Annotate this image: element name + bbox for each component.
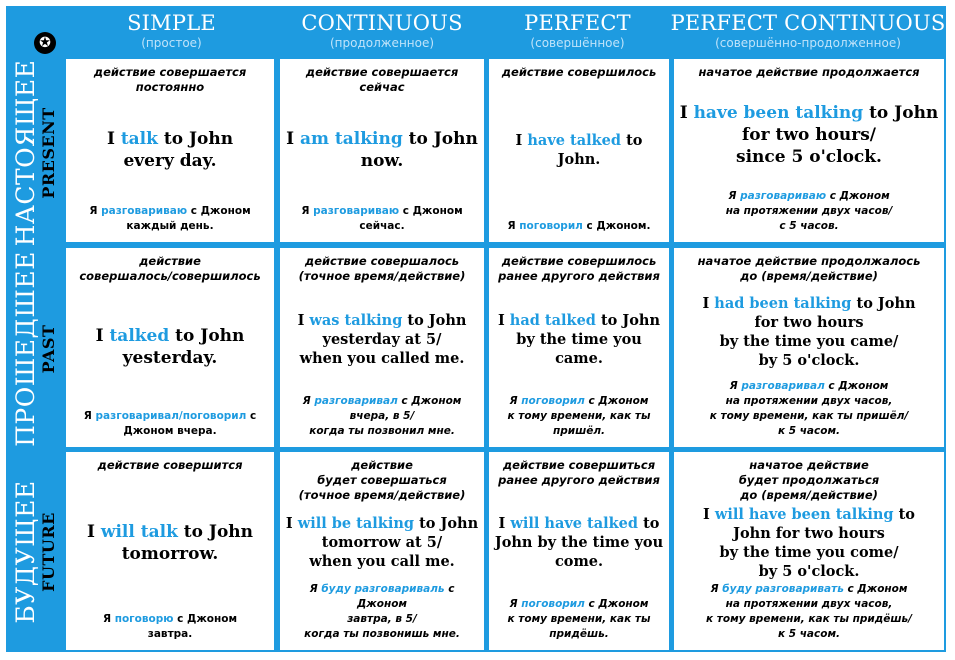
row-title: БУДУЩЕЕ — [11, 479, 40, 624]
text-fragment: by 5 o'clock. — [758, 351, 860, 369]
text-fragment: when you called me. — [299, 349, 465, 367]
sentence-line — [284, 150, 480, 172]
sentence-line — [678, 294, 940, 313]
translation-line — [284, 219, 480, 234]
russian-translation — [678, 189, 940, 234]
translation-line — [678, 379, 940, 394]
text-fragment: к 5 часом. — [777, 628, 841, 640]
text-fragment: tomorrow at 5/ — [321, 534, 443, 551]
russian-translation — [70, 612, 270, 642]
translation-line — [493, 424, 665, 439]
translation-line — [678, 204, 940, 219]
column-header-continuous — [279, 6, 485, 58]
sentence-line — [493, 533, 665, 552]
text-fragment: by 5 o'clock. — [758, 563, 860, 580]
description-line: действие совершалось — [304, 254, 460, 268]
cell-future-continuous — [280, 452, 484, 650]
text-fragment: to John. — [557, 131, 643, 168]
description-line: совершалось/совершилось — [79, 269, 261, 283]
translation-line — [284, 409, 480, 424]
sentence-line — [493, 131, 665, 169]
cell-future-perfect — [489, 452, 669, 650]
description-line: начатое действие продолжалось — [697, 254, 921, 268]
tense-form: talked — [109, 325, 170, 346]
text-fragment: с Джоном — [826, 190, 890, 202]
description-line: действие совершается — [93, 65, 247, 79]
tense-description — [284, 458, 480, 503]
text-fragment: to John — [863, 102, 939, 123]
text-fragment: каждый день. — [126, 220, 214, 232]
translation-line — [284, 627, 480, 642]
sentence-line — [70, 347, 270, 369]
sentence-line — [70, 543, 270, 565]
column-header-perfect — [485, 6, 670, 58]
tense-form: have talked — [527, 131, 622, 149]
column-header-simple — [64, 6, 279, 58]
tense-form: had talked — [509, 311, 596, 329]
text-fragment: for two hours — [754, 313, 864, 331]
tense-form: поговорю — [114, 613, 174, 625]
translation-line — [493, 627, 665, 642]
translation-line — [284, 612, 480, 627]
text-fragment: to John — [157, 128, 234, 149]
text-fragment: Я — [102, 613, 115, 625]
text-fragment: Я — [83, 410, 96, 422]
sentence-line — [284, 533, 480, 552]
text-fragment: к тому времени, как ты пришёл/ — [709, 410, 909, 422]
sentence-line — [70, 325, 270, 347]
description-line: будет продолжаться — [738, 473, 880, 487]
tense-form: поговорил — [521, 395, 585, 407]
example-sentence — [284, 311, 480, 368]
example-sentence — [70, 128, 270, 172]
translation-line — [678, 189, 940, 204]
column-title: PERFECT CONTINUOUS — [670, 11, 946, 35]
translation-line — [70, 612, 270, 627]
text-fragment: I — [297, 311, 310, 329]
example-sentence — [678, 102, 940, 168]
text-fragment: с 5 часов. — [779, 220, 839, 232]
tense-form: разговариваю — [101, 205, 188, 217]
text-fragment: Я — [302, 395, 315, 407]
text-fragment: I — [95, 325, 110, 346]
translation-line — [678, 612, 940, 627]
description-line: начатое действие — [749, 458, 869, 472]
cell-future-simple — [66, 452, 274, 650]
column-subtitle: (простое) — [141, 36, 202, 50]
tense-description — [284, 254, 480, 284]
tense-description — [493, 65, 665, 80]
description-line: действие совершается — [305, 65, 459, 79]
description-line: действие совершиться — [502, 458, 656, 472]
tense-description — [70, 254, 270, 284]
translation-line — [678, 424, 940, 439]
text-fragment: tomorrow. — [121, 543, 219, 564]
tense-form: разговаривал — [741, 380, 825, 392]
tense-form: am talking — [300, 128, 403, 149]
text-fragment: к тому времени, как ты — [507, 410, 651, 422]
text-fragment: I — [515, 131, 528, 149]
text-fragment: с Джоном — [399, 205, 463, 217]
translation-line — [284, 582, 480, 612]
example-sentence — [284, 514, 480, 571]
text-fragment: for two hours/ — [741, 124, 877, 145]
example-sentence — [493, 131, 665, 169]
text-fragment: I — [106, 128, 121, 149]
text-fragment: Я — [89, 205, 102, 217]
text-fragment: с Джоном — [843, 583, 908, 595]
row-header-past — [6, 247, 64, 451]
text-fragment: к 5 часом. — [777, 425, 841, 437]
sentence-line — [493, 330, 665, 368]
translation-line — [70, 627, 270, 642]
sentence-line — [70, 150, 270, 172]
text-fragment: завтра, в 5/ — [347, 613, 417, 625]
example-sentence — [493, 514, 665, 571]
text-fragment: I — [498, 515, 511, 532]
text-fragment: to John — [595, 311, 661, 329]
tense-form: буду разговаривать — [722, 583, 844, 595]
sentence-line — [284, 349, 480, 368]
cell-present-continuous — [280, 59, 484, 242]
translation-line — [678, 219, 940, 234]
sentence-line — [678, 102, 940, 124]
row-title: ПРОШЕДШЕЕ — [11, 251, 40, 447]
text-fragment: с Джоном — [824, 380, 889, 392]
text-fragment: Я — [301, 205, 314, 217]
sentence-line — [678, 524, 940, 543]
text-fragment: every day. — [123, 150, 217, 171]
sentence-line — [284, 552, 480, 571]
example-sentence — [678, 505, 940, 581]
text-fragment: I — [286, 128, 300, 149]
sentence-line — [284, 311, 480, 330]
tense-description — [678, 65, 940, 80]
russian-translation — [284, 582, 480, 642]
russian-translation — [678, 379, 940, 439]
column-subtitle: (продолженное) — [329, 36, 435, 50]
description-line: действие совершилось — [501, 254, 657, 268]
translation-line — [284, 394, 480, 409]
description-line: ранее другого действия — [498, 269, 660, 283]
text-fragment: когда ты позвонишь мне. — [304, 628, 460, 640]
example-sentence — [678, 294, 940, 370]
text-fragment: Я — [729, 380, 742, 392]
translation-line — [678, 582, 940, 597]
tense-description — [70, 65, 270, 95]
text-fragment: Я — [509, 395, 522, 407]
text-fragment: I — [679, 102, 694, 123]
translation-line — [493, 219, 665, 234]
tense-form: поговорил — [519, 220, 583, 232]
sentence-line — [678, 124, 940, 146]
description-line: начатое действие продолжается — [698, 65, 920, 79]
text-fragment: to John — [414, 515, 479, 532]
sentence-line — [284, 514, 480, 533]
text-fragment: to John — [402, 311, 467, 329]
cell-past-continuous — [280, 248, 484, 447]
row-subtitle: PRESENT — [39, 106, 58, 199]
sentence-line — [678, 505, 940, 524]
star-in-circle-icon: ✪ — [34, 32, 56, 54]
tense-form: will have talked — [510, 515, 639, 532]
text-fragment: на протяжении двух часов, — [725, 598, 893, 610]
tense-form: talk — [120, 128, 158, 149]
russian-translation — [493, 394, 665, 439]
row-subtitle: PAST — [39, 324, 58, 374]
column-header-perfect-continuous — [670, 6, 946, 58]
sentence-line — [284, 330, 480, 349]
sentence-line — [678, 543, 940, 562]
description-line: действие совершится — [97, 458, 243, 472]
tense-form: had been talking — [714, 294, 852, 312]
sentence-line — [678, 332, 940, 351]
text-fragment: когда ты позвонил мне. — [309, 425, 455, 437]
russian-translation — [284, 204, 480, 234]
sentence-line — [678, 562, 940, 581]
text-fragment: I — [702, 294, 715, 312]
sentence-line — [493, 514, 665, 533]
text-fragment: I — [703, 506, 715, 523]
text-fragment: Джоном вчера. — [123, 425, 217, 437]
translation-line — [678, 409, 940, 424]
description-line: ранее другого действия — [498, 473, 660, 487]
sentence-line — [493, 311, 665, 330]
text-fragment: to John — [851, 294, 916, 312]
cell-present-perfect-continuous — [674, 59, 944, 242]
text-fragment: завтра. — [147, 628, 193, 640]
description-line: до (время/действие) — [740, 488, 878, 502]
cell-future-perfect-continuous — [674, 452, 944, 650]
russian-translation — [678, 582, 940, 642]
example-sentence — [284, 128, 480, 172]
text-fragment: yesterday. — [122, 347, 218, 368]
text-fragment: сейчас. — [359, 220, 405, 232]
sentence-line — [493, 552, 665, 571]
text-fragment: to John — [169, 325, 245, 346]
text-fragment: к тому времени, как ты — [507, 613, 651, 625]
translation-line — [284, 424, 480, 439]
tense-description — [284, 65, 480, 95]
tense-form: have been talking — [693, 102, 864, 123]
tense-form: will talk — [100, 521, 178, 542]
text-fragment: by the time you come/ — [719, 544, 899, 561]
column-title: SIMPLE — [127, 11, 216, 35]
example-sentence — [493, 311, 665, 368]
description-line: действие — [351, 458, 413, 472]
text-fragment: пришёл. — [552, 425, 606, 437]
text-fragment: с Джоном — [356, 583, 455, 610]
russian-translation — [493, 597, 665, 642]
text-fragment: к тому времени, как ты придёшь/ — [706, 613, 912, 625]
text-fragment: Я — [728, 190, 741, 202]
text-fragment: с Джоном — [584, 395, 649, 407]
text-fragment: to — [893, 506, 915, 523]
tense-form: will have been talking — [714, 506, 894, 523]
tense-form: поговорил — [521, 598, 585, 610]
description-line: (точное время/действие) — [298, 488, 466, 502]
cell-past-perfect — [489, 248, 669, 447]
text-fragment: Я — [710, 583, 723, 595]
text-fragment: с Джоном — [173, 613, 238, 625]
text-fragment: now. — [360, 150, 404, 171]
tense-description — [70, 458, 270, 473]
column-title: CONTINUOUS — [301, 11, 463, 35]
text-fragment: by the time you came/ — [719, 332, 899, 350]
text-fragment: to John — [177, 521, 254, 542]
text-fragment: Я — [309, 583, 322, 595]
description-line: до (время/действие) — [740, 269, 878, 283]
tense-description — [678, 254, 940, 284]
tense-form: was talking — [309, 311, 403, 329]
tense-form: разговариваю — [740, 190, 827, 202]
text-fragment: John for two hours — [733, 525, 885, 542]
text-fragment: с Джоном — [397, 395, 462, 407]
russian-translation — [70, 204, 270, 234]
column-subtitle: (совершённое) — [530, 36, 625, 50]
cell-past-perfect-continuous — [674, 248, 944, 447]
description-line: будет совершаться — [317, 473, 447, 487]
example-sentence — [70, 521, 270, 565]
cell-present-simple — [66, 59, 274, 242]
tense-form: will be talking — [297, 515, 415, 532]
column-subtitle: (совершённо-продолженное) — [715, 36, 901, 50]
tense-form: разговариваю — [313, 205, 400, 217]
text-fragment: to — [638, 515, 660, 532]
tense-description — [493, 254, 665, 284]
translation-line — [493, 409, 665, 424]
translation-line — [284, 204, 480, 219]
tense-form: разговаривал — [314, 395, 398, 407]
translation-line — [493, 394, 665, 409]
translation-line — [70, 424, 270, 439]
text-fragment: с Джоном. — [582, 220, 651, 232]
text-fragment: с — [246, 410, 257, 422]
sentence-line — [70, 521, 270, 543]
translation-line — [678, 394, 940, 409]
translation-line — [70, 204, 270, 219]
text-fragment: на протяжении двух часов/ — [725, 205, 893, 217]
cell-present-perfect — [489, 59, 669, 242]
text-fragment: I — [285, 515, 298, 532]
text-fragment: придёшь. — [549, 628, 609, 640]
text-fragment: на протяжении двух часов, — [725, 395, 893, 407]
text-fragment: when you call me. — [309, 553, 455, 570]
sentence-line — [284, 128, 480, 150]
translation-line — [70, 409, 270, 424]
row-title: НАСТОЯЩЕЕ — [11, 59, 40, 246]
text-fragment: I — [86, 521, 101, 542]
example-sentence — [70, 325, 270, 369]
description-line: действие — [139, 254, 201, 268]
text-fragment: come. — [554, 553, 604, 570]
column-title: PERFECT — [524, 11, 631, 35]
description-line: постоянно — [135, 80, 205, 94]
text-fragment: с Джоном — [584, 598, 649, 610]
sentence-line — [678, 351, 940, 370]
row-header-present — [6, 58, 64, 247]
sentence-line — [678, 146, 940, 168]
text-fragment: Я — [507, 220, 520, 232]
translation-line — [493, 612, 665, 627]
sentence-line — [678, 313, 940, 332]
description-line: (точное время/действие) — [298, 269, 466, 283]
tense-form: буду разговариваль — [321, 583, 445, 595]
text-fragment: Я — [509, 598, 522, 610]
row-header-future — [6, 451, 64, 652]
translation-line — [678, 597, 940, 612]
text-fragment: вчера, в 5/ — [349, 410, 415, 422]
text-fragment: John by the time you — [494, 534, 664, 551]
russian-translation — [284, 394, 480, 439]
russian-translation — [493, 219, 665, 234]
text-fragment: yesterday at 5/ — [322, 330, 442, 348]
text-fragment: I — [497, 311, 510, 329]
text-fragment: с Джоном — [187, 205, 251, 217]
tense-form: разговаривал/поговорил — [95, 410, 247, 422]
tense-description — [493, 458, 665, 488]
text-fragment: since 5 o'clock. — [736, 146, 882, 167]
russian-translation — [70, 409, 270, 439]
row-subtitle: FUTURE — [39, 511, 58, 592]
translation-line — [678, 627, 940, 642]
description-line: действие совершилось — [501, 65, 657, 79]
sentence-line — [70, 128, 270, 150]
description-line: сейчас — [359, 80, 405, 94]
text-fragment: to John — [402, 128, 478, 149]
translation-line — [493, 597, 665, 612]
translation-line — [70, 219, 270, 234]
tense-description — [678, 458, 940, 503]
text-fragment: by the time you came. — [516, 330, 642, 367]
cell-past-simple — [66, 248, 274, 447]
